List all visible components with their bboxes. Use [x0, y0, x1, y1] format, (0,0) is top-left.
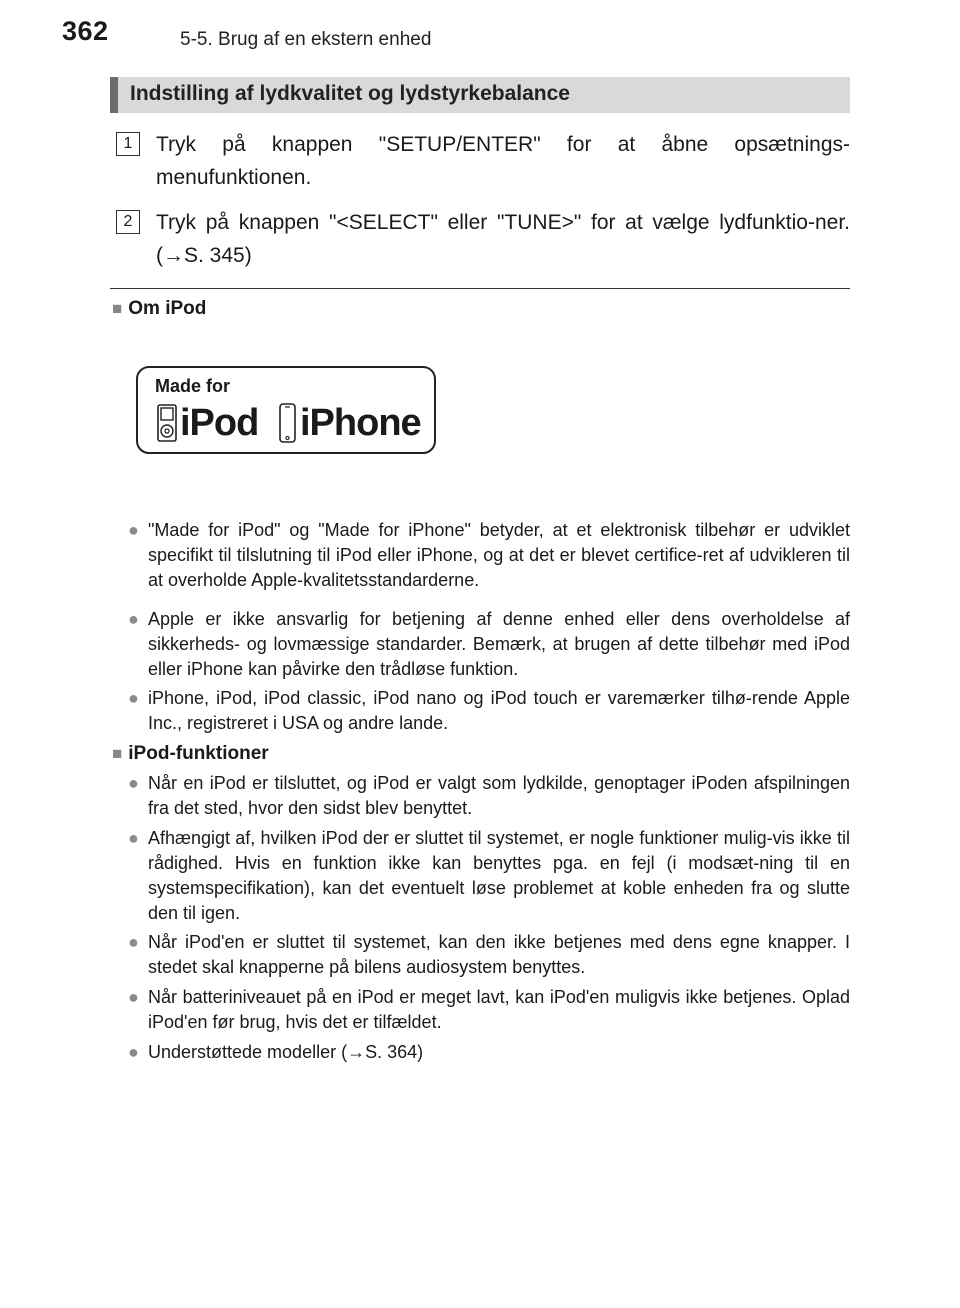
section-divider — [110, 288, 850, 289]
bullet-icon: ● — [128, 828, 139, 848]
list-item — [128, 985, 850, 1035]
bullet-icon: ● — [128, 520, 139, 540]
ipod-icon — [157, 404, 177, 442]
list-item — [128, 771, 850, 821]
step-text: Tryk på knappen "SETUP/ENTER" for at åbne opsætnings-menufunktionen. — [156, 133, 850, 189]
list-item-text: Apple er ikke ansvarlig for betjening af denne enhed eller dens overholdelse af sikkerheds- og lovmæssige standarder. Bemærk, at brugen af dette tilbehør med iPod eller iPhone kan påvirke den trådløse funktion. — [148, 609, 850, 679]
list-item — [128, 686, 850, 736]
list-item — [128, 1040, 850, 1065]
bullet-icon: ● — [128, 688, 139, 708]
made-for-ipod-iphone-logo — [136, 366, 436, 454]
list-item — [128, 518, 850, 593]
breadcrumb: 5-5. Brug af en ekstern enhed — [180, 29, 432, 50]
bullet-icon: ● — [128, 932, 139, 952]
logo-made-for-text: Made for — [155, 376, 231, 396]
heading-text: iPod-funktioner — [128, 743, 269, 764]
square-bullet-icon: ■ — [112, 744, 123, 763]
list-item-text: iPhone, iPod, iPod classic, iPod nano og iPod touch er varemærker tilhø-rende Apple Inc., registreret i USA og andre lande. — [148, 688, 850, 733]
list-item — [128, 826, 850, 926]
heading-ipod-functions — [112, 743, 269, 765]
step-number: 1 — [116, 132, 140, 156]
section-title: Indstilling af lydkvalitet og lydstyrkebalance — [130, 82, 570, 105]
logo-ipod-text: iPod — [180, 402, 259, 444]
bullet-icon: ● — [128, 987, 139, 1007]
heading-about-ipod — [112, 298, 206, 320]
list-item — [128, 930, 850, 980]
step-2 — [116, 206, 850, 272]
square-bullet-icon: ■ — [112, 299, 123, 318]
step-number: 2 — [116, 210, 140, 234]
step-1 — [116, 128, 850, 194]
bullet-icon: ● — [128, 773, 139, 793]
list-item-text: "Made for iPod" og "Made for iPhone" betyder, at et elektronisk tilbehør er udviklet specifikt til tilslutning til iPod eller iPhone, og at det er blevet certifice-ret af udvikleren til at overholde Apple-kvalitetsstandarderne. — [148, 520, 850, 590]
section-header — [110, 77, 850, 113]
heading-text: Om iPod — [128, 298, 207, 319]
iphone-icon — [279, 403, 296, 443]
list-item-text: Afhængigt af, hvilken iPod der er sluttet til systemet, er nogle funktioner mulig-vis ikke til rådighed. Hvis en funktion ikke kan benyttes pga. en fejl (i modsæt-ning til en systemspecifikation), kan det eventuelt løse problemet at koble enheden fra og slutte den til igen. — [148, 828, 850, 923]
list-item-text: Understøttede modeller (→S. 364) — [148, 1042, 424, 1062]
list-item-text: Når iPod'en er sluttet til systemet, kan den ikke betjenes med dens egne knapper. I stedet skal knapperne på bilens audiosystem benyttes. — [148, 932, 850, 977]
list-item — [128, 607, 850, 682]
bullet-icon: ● — [128, 1042, 139, 1062]
logo-iphone-text: iPhone — [300, 402, 421, 444]
list-item-text: Når batteriniveauet på en iPod er meget lavt, kan iPod'en muligvis ikke betjenes. Oplad iPod'en før brug, hvis det er tilfældet. — [148, 987, 850, 1032]
step-text: Tryk på knappen "<SELECT" eller "TUNE>" for at vælge lydfunktio-ner. (→S. 345) — [156, 211, 850, 267]
list-item-text: Når en iPod er tilsluttet, og iPod er valgt som lydkilde, genoptager iPoden afspilningen fra det sted, hvor den sidst blev benyttet. — [148, 773, 850, 818]
page-number: 362 — [62, 16, 109, 46]
bullet-icon: ● — [128, 609, 139, 629]
